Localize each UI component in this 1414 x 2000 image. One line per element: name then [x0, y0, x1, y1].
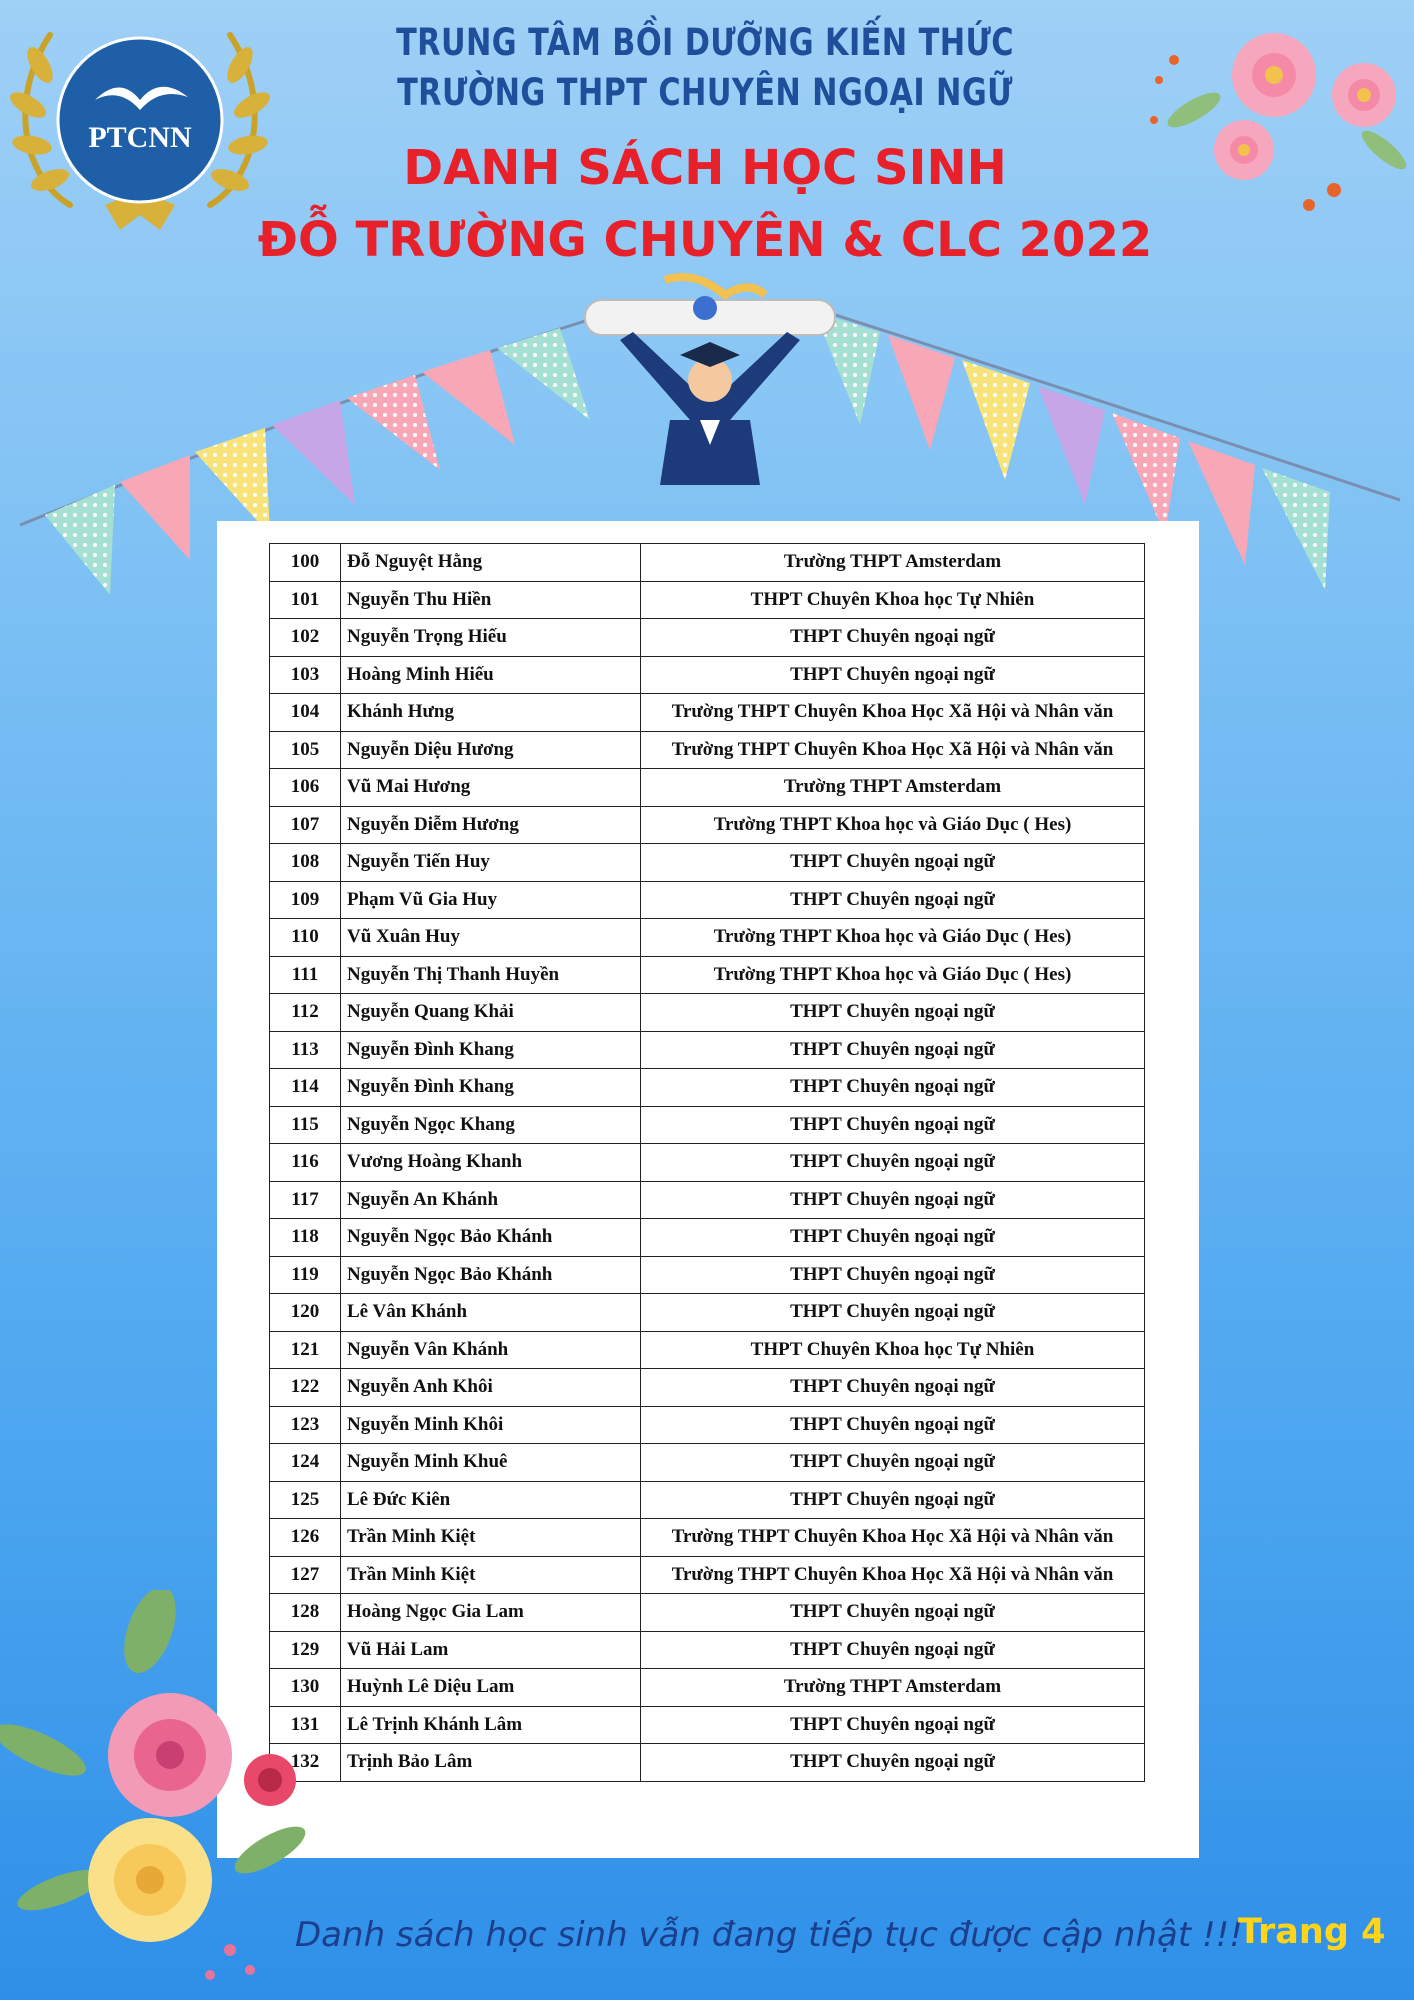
cell-number: 127	[270, 1556, 341, 1594]
cell-school: THPT Chuyên ngoại ngữ	[641, 1406, 1145, 1444]
cell-student-name: Lê Vân Khánh	[341, 1294, 641, 1332]
table-row	[270, 694, 1145, 732]
cell-student-name: Nguyễn Minh Khôi	[341, 1406, 641, 1444]
cell-student-name: Huỳnh Lê Diệu Lam	[341, 1669, 641, 1707]
cell-student-name: Trần Minh Kiệt	[341, 1519, 641, 1557]
ptcnn-laurel-logo	[10, 5, 270, 235]
cell-school: Trường THPT Khoa học và Giáo Dục ( Hes)	[641, 806, 1145, 844]
cell-number: 106	[270, 769, 341, 807]
table-row	[270, 1256, 1145, 1294]
cell-number: 116	[270, 1144, 341, 1182]
table-row	[270, 1106, 1145, 1144]
table-row	[270, 1669, 1145, 1707]
cell-number: 102	[270, 619, 341, 657]
cell-student-name: Vũ Hải Lam	[341, 1631, 641, 1669]
cell-student-name: Vũ Xuân Huy	[341, 919, 641, 957]
cell-number: 118	[270, 1219, 341, 1257]
table-row	[270, 1331, 1145, 1369]
table-row	[270, 1069, 1145, 1107]
table-row	[270, 844, 1145, 882]
cell-number: 123	[270, 1406, 341, 1444]
cell-number: 126	[270, 1519, 341, 1557]
cell-number: 107	[270, 806, 341, 844]
cell-school: THPT Chuyên ngoại ngữ	[641, 1069, 1145, 1107]
cell-number: 119	[270, 1256, 341, 1294]
cell-school: THPT Chuyên ngoại ngữ	[641, 1031, 1145, 1069]
cell-number: 110	[270, 919, 341, 957]
cell-school: Trường THPT Chuyên Khoa Học Xã Hội và Nhân văn	[641, 731, 1145, 769]
table-row	[270, 1144, 1145, 1182]
cell-school: THPT Chuyên ngoại ngữ	[641, 1594, 1145, 1632]
cell-student-name: Nguyễn Trọng Hiếu	[341, 619, 641, 657]
cell-number: 120	[270, 1294, 341, 1332]
cell-number: 131	[270, 1706, 341, 1744]
cell-school: Trường THPT Khoa học và Giáo Dục ( Hes)	[641, 956, 1145, 994]
cell-student-name: Nguyễn Diễm Hương	[341, 806, 641, 844]
cell-school: THPT Chuyên ngoại ngữ	[641, 1219, 1145, 1257]
table-row	[270, 806, 1145, 844]
cell-student-name: Trần Minh Kiệt	[341, 1556, 641, 1594]
cell-school: THPT Chuyên Khoa học Tự Nhiên	[641, 581, 1145, 619]
table-row	[270, 1219, 1145, 1257]
cell-number: 122	[270, 1369, 341, 1407]
cell-number: 130	[270, 1669, 341, 1707]
cell-school: THPT Chuyên ngoại ngữ	[641, 1369, 1145, 1407]
cell-number: 117	[270, 1181, 341, 1219]
table-row	[270, 1444, 1145, 1482]
cell-school: THPT Chuyên ngoại ngữ	[641, 1706, 1145, 1744]
org-line-2: TRƯỜNG THPT CHUYÊN NGOẠI NGỮ	[397, 71, 1013, 114]
cell-student-name: Khánh Hưng	[341, 694, 641, 732]
table-row	[270, 1369, 1145, 1407]
table-row	[270, 1294, 1145, 1332]
student-table	[269, 543, 1145, 1782]
page-number: Trang 4	[1238, 1912, 1386, 1952]
cell-school: Trường THPT Amsterdam	[641, 544, 1145, 582]
cell-student-name: Nguyễn Đình Khang	[341, 1069, 641, 1107]
cell-student-name: Nguyễn Ngọc Bảo Khánh	[341, 1256, 641, 1294]
logo-text: PTCNN	[88, 121, 192, 154]
table-row	[270, 956, 1145, 994]
cell-number: 108	[270, 844, 341, 882]
cell-number: 111	[270, 956, 341, 994]
cell-number: 128	[270, 1594, 341, 1632]
cell-school: THPT Chuyên ngoại ngữ	[641, 1444, 1145, 1482]
cell-student-name: Phạm Vũ Gia Huy	[341, 881, 641, 919]
cell-school: THPT Chuyên ngoại ngữ	[641, 1256, 1145, 1294]
cell-school: THPT Chuyên ngoại ngữ	[641, 844, 1145, 882]
cell-student-name: Vũ Mai Hương	[341, 769, 641, 807]
cell-student-name: Nguyễn Diệu Hương	[341, 731, 641, 769]
cell-school: THPT Chuyên ngoại ngữ	[641, 1294, 1145, 1332]
cell-number: 132	[270, 1744, 341, 1782]
cell-school: THPT Chuyên ngoại ngữ	[641, 881, 1145, 919]
table-row	[270, 1594, 1145, 1632]
cell-number: 100	[270, 544, 341, 582]
cell-school: Trường THPT Chuyên Khoa Học Xã Hội và Nhân văn	[641, 1556, 1145, 1594]
cell-student-name: Nguyễn Ngọc Khang	[341, 1106, 641, 1144]
student-list-paper	[217, 521, 1199, 1858]
title-line-2: ĐỖ TRƯỜNG CHUYÊN & CLC 2022	[257, 212, 1153, 268]
cell-student-name: Nguyễn Thu Hiền	[341, 581, 641, 619]
cell-number: 105	[270, 731, 341, 769]
table-row	[270, 1631, 1145, 1669]
cell-school: Trường THPT Amsterdam	[641, 1669, 1145, 1707]
cell-school: THPT Chuyên ngoại ngữ	[641, 619, 1145, 657]
title-line-1: DANH SÁCH HỌC SINH	[403, 140, 1007, 196]
cell-number: 112	[270, 994, 341, 1032]
cell-school: Trường THPT Chuyên Khoa Học Xã Hội và Nhân văn	[641, 694, 1145, 732]
cell-school: Trường THPT Khoa học và Giáo Dục ( Hes)	[641, 919, 1145, 957]
table-row	[270, 1556, 1145, 1594]
cell-student-name: Nguyễn An Khánh	[341, 1181, 641, 1219]
table-row	[270, 994, 1145, 1032]
cell-number: 124	[270, 1444, 341, 1482]
table-row	[270, 1406, 1145, 1444]
cell-number: 101	[270, 581, 341, 619]
cell-school: THPT Chuyên ngoại ngữ	[641, 994, 1145, 1032]
cell-student-name: Nguyễn Tiến Huy	[341, 844, 641, 882]
cell-student-name: Lê Trịnh Khánh Lâm	[341, 1706, 641, 1744]
table-row	[270, 619, 1145, 657]
cell-school: Trường THPT Amsterdam	[641, 769, 1145, 807]
table-row	[270, 1519, 1145, 1557]
cell-number: 104	[270, 694, 341, 732]
table-row	[270, 881, 1145, 919]
cell-number: 109	[270, 881, 341, 919]
graduate-icon	[575, 270, 845, 485]
cell-student-name: Đỗ Nguyệt Hằng	[341, 544, 641, 582]
cell-number: 103	[270, 656, 341, 694]
cell-student-name: Nguyễn Đình Khang	[341, 1031, 641, 1069]
cell-school: THPT Chuyên ngoại ngữ	[641, 1744, 1145, 1782]
cell-number: 121	[270, 1331, 341, 1369]
table-row	[270, 1031, 1145, 1069]
cell-student-name: Nguyễn Vân Khánh	[341, 1331, 641, 1369]
header	[240, 18, 1170, 276]
table-row	[270, 919, 1145, 957]
table-row	[270, 1706, 1145, 1744]
cell-number: 125	[270, 1481, 341, 1519]
flower-decoration-bottom-left-icon	[0, 1590, 320, 2000]
cell-school: THPT Chuyên ngoại ngữ	[641, 1106, 1145, 1144]
table-row	[270, 581, 1145, 619]
cell-school: THPT Chuyên ngoại ngữ	[641, 1181, 1145, 1219]
cell-school: THPT Chuyên ngoại ngữ	[641, 1631, 1145, 1669]
cell-student-name: Trịnh Bảo Lâm	[341, 1744, 641, 1782]
cell-student-name: Nguyễn Thị Thanh Huyền	[341, 956, 641, 994]
cell-student-name: Lê Đức Kiên	[341, 1481, 641, 1519]
table-row	[270, 1181, 1145, 1219]
cell-student-name: Nguyễn Anh Khôi	[341, 1369, 641, 1407]
cell-number: 129	[270, 1631, 341, 1669]
cell-number: 114	[270, 1069, 341, 1107]
table-row	[270, 1744, 1145, 1782]
cell-student-name: Nguyễn Ngọc Bảo Khánh	[341, 1219, 641, 1257]
cell-number: 113	[270, 1031, 341, 1069]
cell-school: THPT Chuyên ngoại ngữ	[641, 656, 1145, 694]
cell-student-name: Nguyễn Quang Khải	[341, 994, 641, 1032]
cell-student-name: Hoàng Minh Hiếu	[341, 656, 641, 694]
cell-number: 115	[270, 1106, 341, 1144]
cell-school: THPT Chuyên ngoại ngữ	[641, 1481, 1145, 1519]
cell-school: Trường THPT Chuyên Khoa Học Xã Hội và Nhân văn	[641, 1519, 1145, 1557]
footer-note: Danh sách học sinh vẫn đang tiếp tục được cập nhật !!!	[295, 1915, 1243, 1955]
cell-student-name: Nguyễn Minh Khuê	[341, 1444, 641, 1482]
table-row	[270, 731, 1145, 769]
cell-school: THPT Chuyên Khoa học Tự Nhiên	[641, 1331, 1145, 1369]
org-line-1: TRUNG TÂM BỒI DƯỠNG KIẾN THỨC	[396, 21, 1014, 64]
table-row	[270, 656, 1145, 694]
cell-student-name: Hoàng Ngọc Gia Lam	[341, 1594, 641, 1632]
cell-school: THPT Chuyên ngoại ngữ	[641, 1144, 1145, 1182]
table-row	[270, 1481, 1145, 1519]
table-row	[270, 544, 1145, 582]
cell-student-name: Vương Hoàng Khanh	[341, 1144, 641, 1182]
table-row	[270, 769, 1145, 807]
